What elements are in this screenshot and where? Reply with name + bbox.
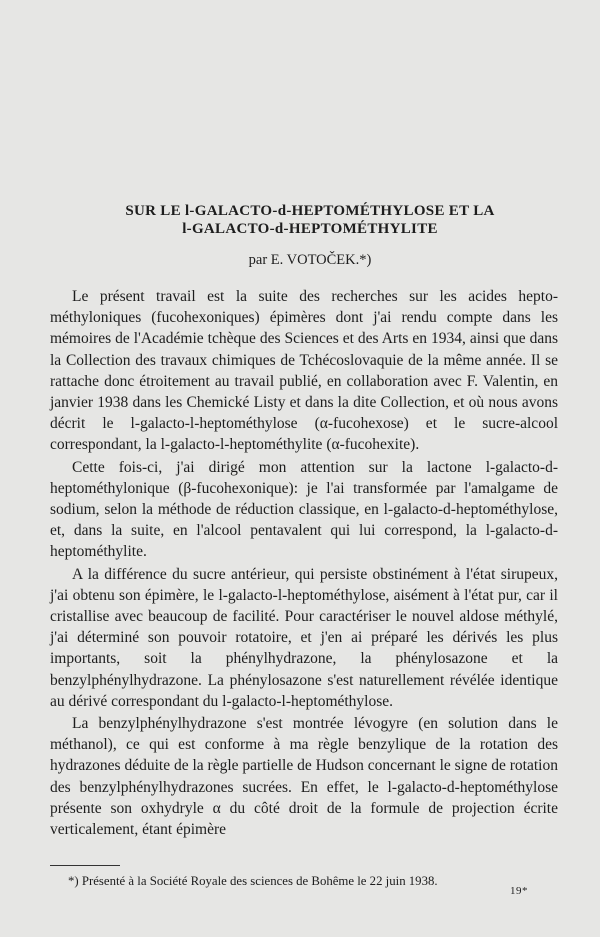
article-title <box>60 202 560 238</box>
article-body <box>50 286 558 840</box>
footnote: *) Présenté à la Société Royale des sciences de Bohême le 22 juin 1938. <box>68 874 438 888</box>
paragraph-2: Cette fois-ci, j'ai dirigé mon attention sur la lactone l-galacto-d-heptométhylonique (β-fucohexonique): je l'ai transformée par l'amalgame de sodium, selon la méthode de réduction classique, en l-galacto-d-heptométhylose, et, dans la suite, en l'alcool pentavalent qui lui correspond, la l-galacto-d-heptométhylite. <box>50 458 558 561</box>
paragraph-4: La benzylphénylhydrazone s'est montrée lévogyre (en solution dans le méthanol), ce qui est conforme à ma règle benzylique de la rotation des hydrazones déduite de la règle partielle de Hudson concernant le signe de rotation des benzylphénylhydrazones sucrées. En effet, le l-galacto-d-heptométhylose présente son oxhydryle α du côté droit de la formule de projection écrite verticalement, étant épimère <box>50 715 558 839</box>
page-number: 19* <box>510 885 528 897</box>
paragraph-3: A la différence du sucre antérieur, qui persiste obstinément à l'état sirupeux, j'ai obtenu son épimère, le l-galacto-l-heptométhylose, aisément à l'état pur, car il cristallise avec beaucoup de facilité. Pour caractériser le nouvel aldose méthylé, j'ai déterminé son pouvoir rotatoire, et j'en ai préparé les dérivés les plus importants, soit la phénylhydrazone, la phénylosazone et la benzylphénylhydrazone. La phénylosazone s'est naturellement révélée identique au dérivé correspondant du l-galacto-l-heptométhylose. <box>50 565 558 710</box>
title-line-2: l-GALACTO-d-HEPTOMÉTHYLITE <box>182 221 438 237</box>
author-line: par E. VOTOČEK.*) <box>248 252 372 268</box>
footnote-separator <box>50 865 120 866</box>
paragraph-1: Le présent travail est la suite des recherches sur les acides hepto-méthyloniques (fucohexoniques) épimères dont j'ai rendu compte dans les mémoires de l'Académie tchèque des Sciences et des Arts en 1934, ainsi que dans la Collection des travaux chimiques de Tchécoslovaquie de la même année. Il se rattache donc étroitement au travail publié, en collaboration avec F. Valentin, en janvier 1938 dans les Chemické Listy et dans la dite Collection, et où nous avons décrit le l-galacto-l-heptométhylose (α-fucohexose) et le sucre-alcool correspondant, la l-galacto-l-heptométhylite (α-fucohexite). <box>50 288 558 454</box>
title-line-1: SUR LE l-GALACTO-d-HEPTOMÉTHYLOSE ET LA <box>125 203 495 219</box>
